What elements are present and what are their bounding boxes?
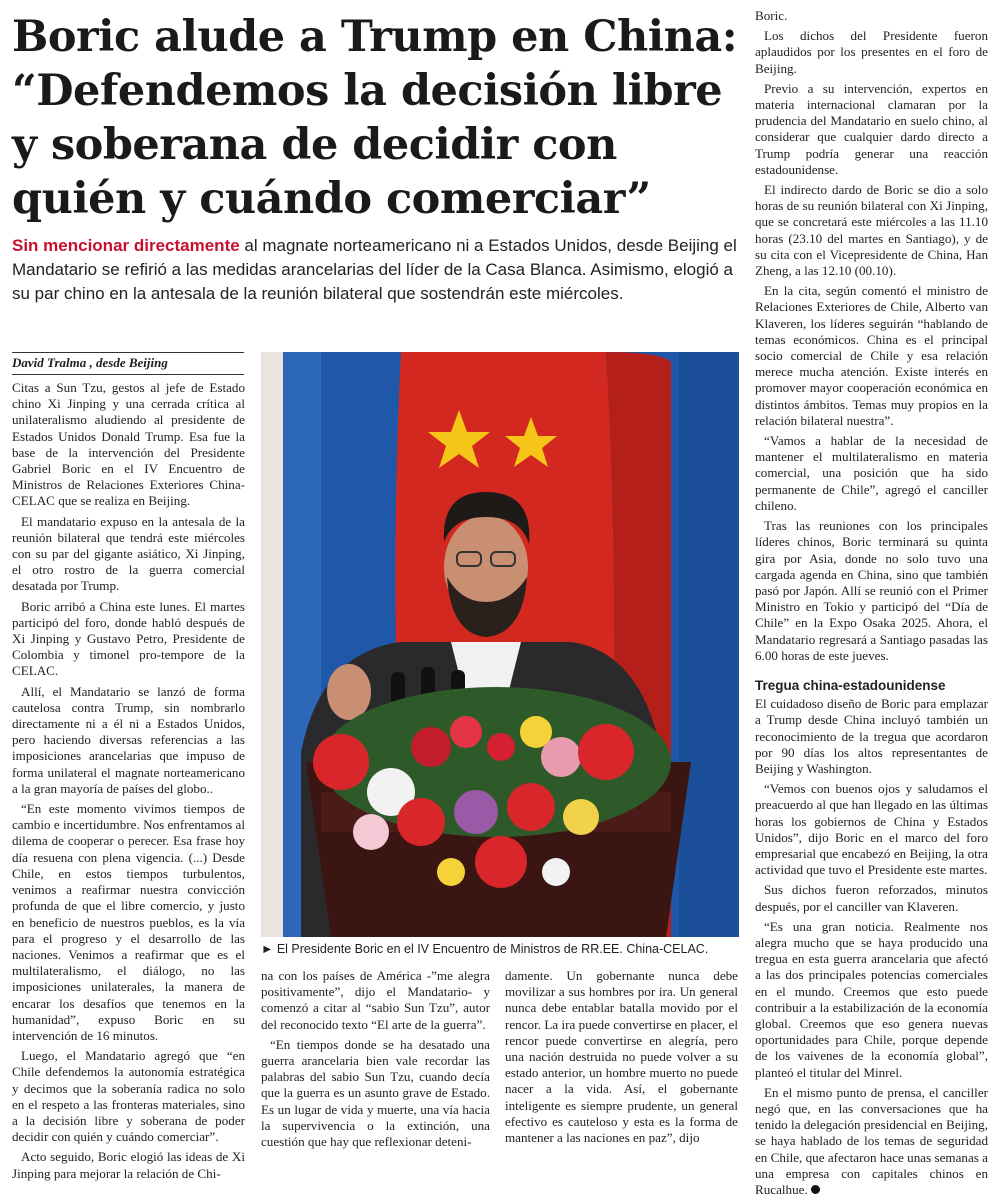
end-mark-icon [811, 1185, 820, 1194]
paragraph: “En tiempos donde se ha desatado una guerra arancelaria bien vale recordar las palabras del sabio Sun Tzu, cuando decía que la guerra es un asunto grave de Estado. Es un lugar de vida y muerte, una vía hacia la supervivencia o la extinción, una cuestión que hay que reflexionar deteni- [261, 1036, 490, 1150]
lead-text: al magnate norteamericano ni a Estados Unidos, desde Beijing el Mandatario se refirió a las medidas arancelarias del líder de la Casa Blanca. Asimismo, elogió a su par chino en la antesala de la reunión bilateral que sostendrán este miércoles. [12, 236, 737, 303]
article-column-3 [505, 968, 738, 1150]
lead-highlight: Sin mencionar directamente [12, 236, 240, 255]
paragraph: “En este momento vivimos tiempos de cambio e incertidumbre. Nos enfrentamos al dilema de cooperar o perecer. Esa frase hoy día resuena con plena vigencia. (...) Desde Chile, en estos tiempos turbulentos, venimos a reafirmar nuestra convicción profunda de que el libre comercio, y justo en beneficio de nuestros pueblos, es la vía para el progreso y el desarrollo de las naciones. Venimos a reafirmar que es el multilateralismo, el diálogo, no las imposiciones unilaterales, la manera de encarar los desafíos que tenemos en la humanidad”, expuso Boric en su intervención de 16 minutos. [12, 801, 245, 1043]
paragraph: Luego, el Mandatario agregó que “en Chile defendemos la autonomía estratégica y decimos que la soberanía radica no solo en el respeto a las fronteras materiales, sino a la decisión libre y soberana de poder decidir con quién y cuándo comerciar”. [12, 1048, 245, 1145]
byline: David Tralma , desde Beijing [12, 352, 244, 375]
article-column-1 [12, 380, 245, 1186]
article-photo [261, 352, 739, 937]
paragraph: damente. Un gobernante nunca debe movilizar a sus hombres por ira. Un general nunca debe entablar batalla movido por el rencor. La ira puede convertirse en placer, el rencor puede convertirse en alegría, pero una nación destruida no puede volver a su estado anterior, un hombre muerto no puede nacer a la vida. Así, el gobernante inteligente es siempre prudente, un general efectivo es cauteloso y esta es la forma de mantener a las naciones en paz”, dijo [505, 968, 738, 1146]
paragraph: En la cita, según comentó el ministro de Relaciones Exteriores de Chile, Alberto van Klaveren, los líderes seguirán “hablando de temas económicos. China es el principal socio comercial de Chile y esa relación merece mucha atención. Existe interés en promover mayor cooperación económica en distintos ámbitos. Temas muy propios en la relación bilateral nuestra”. [755, 283, 988, 428]
lead-paragraph [12, 234, 742, 306]
paragraph: Allí, el Mandatario se lanzó de forma cautelosa contra Trump, sin nombrarlo directamente ni a él ni a Estados Unidos, pero haciendo diversas referencias a las imposiciones arancelarias que impuso de forma unilateral el magnate norteamericano a la gran mayoría de países del globo.. [12, 683, 245, 796]
paragraph: Citas a Sun Tzu, gestos al jefe de Estado chino Xi Jinping y una cerrada crítica al unilateralismo aludiendo al presidente de Estados Unidos Donald Trump. Esa fue la base de la intervención del Presidente Gabriel Boric en el IV Encuentro de Ministros de Relaciones Exteriores China-CELAC que se realiza en Beijing. [12, 380, 245, 509]
paragraph: “Vamos a hablar de la necesidad de mantener el multilateralismo en materia comercial, una posición que ha sido permanente de Chile”, agregó el canciller chileno. [755, 433, 988, 513]
paragraph: Sus dichos fueron reforzados, minutos después, por el canciller van Klaveren. [755, 882, 988, 914]
paragraph: Acto seguido, Boric elogió las ideas de Xi Jinping para mejorar la relación de Chi- [12, 1149, 245, 1181]
paragraph: Boric. [755, 8, 788, 23]
paragraph-text: En el mismo punto de prensa, el canciller negó que, en las conversaciones que ha tenido la delegación presidencial en Beijing, se haya hablado de los temas de seguridad en Chile, que afectaron hace unas semanas a una empresa con capitales chinos en Rucalhue. [755, 1084, 988, 1198]
paragraph: Boric arribó a China este lunes. El martes participó del foro, donde habló después de Xi Jinping y Gustavo Petro, Presidente de Colombia y timonel pro-tempore de la CELAC. [12, 598, 245, 679]
article-column-4 [755, 8, 988, 1202]
paragraph: na con los países de América -”me alegra positivamente”, dijo el Mandatario- y comenzó a citar al “sabio Sun Tzu”, autor del reconocido texto “El arte de la guerra”. [261, 968, 490, 1032]
paragraph: “Vemos con buenos ojos y saludamos el preacuerdo al que han llegado en las últimas horas los gobiernos de China y Estados Unidos”, dijo Boric en el marco del foro empresarial que encabezó en Beijing, la otra actividad que tuvo el Presidente este martes. [755, 781, 988, 878]
paragraph: Los dichos del Presidente fueron aplaudidos por los presentes en el foro de Beijing. [755, 28, 988, 76]
boric-speaking-photo [261, 352, 739, 937]
paragraph: El indirecto dardo de Boric se dio a solo horas de su reunión bilateral con Xi Jinping, que se concretará este miércoles a las 11.10 horas (23.10 del martes en Santiago), y de su cita con el Vicepresidente de China, Han Zheng, a las 12.10 (00.10). [755, 182, 988, 279]
article-column-2 [261, 968, 490, 1154]
headline: Boric alude a Trump en China: “Defendemos la decisión libre y soberana de decidir con quién y cuándo comerciar” [12, 12, 738, 224]
photo-caption: ► El Presidente Boric en el IV Encuentro de Ministros de RR.EE. China-CELAC. [261, 942, 709, 956]
paragraph: “Es una gran noticia. Realmente nos alegra mucho que se haya producido una tregua en esta guerra arancelaria que afectó a las dos principales potencias comerciales en el mundo. Creemos que esto puede contribuir a la estabilización de la economía global. Creemos que eso genera nuevas oportunidades para Chile, porque depende de los vaivenes de la economía global”, planteó el titular del Minrel. [755, 918, 988, 1080]
section-subhead: Tregua china-estadounidense [755, 677, 946, 693]
paragraph: El mandatario expuso en la antesala de la reunión bilateral que tendrá este miércoles con su par del gigante asiático, Xi Jinping, el otro rostro de la guerra comercial desatada por Trump. [12, 513, 245, 594]
paragraph [755, 1085, 988, 1198]
paragraph: El cuidadoso diseño de Boric para emplazar a Trump desde China incluyó también un reconocimiento de la tregua que acordaron por 90 días los altos representantes de Beijing y Washington. [755, 696, 988, 776]
paragraph: Tras las reuniones con los principales líderes chinos, Boric terminará su quinta gira por Asia, donde no solo tuvo una cargada agenda en China, sino que también pasó por Japón. Allí se reunió con el Primer Ministro en Tokio y participó del “Día de Chile” en la Expo Osaka 2025. Ahora, el Mandatario regresará a Santiago pasadas las 6.00 horas de este jueves. [755, 518, 988, 663]
paragraph: Previo a su intervención, expertos en materia internacional clamaran por la prudencia del Mandatario en suelo chino, al considerar que cualquier dardo directo a Trump podría generar una reacción estadounidense. [755, 80, 988, 177]
